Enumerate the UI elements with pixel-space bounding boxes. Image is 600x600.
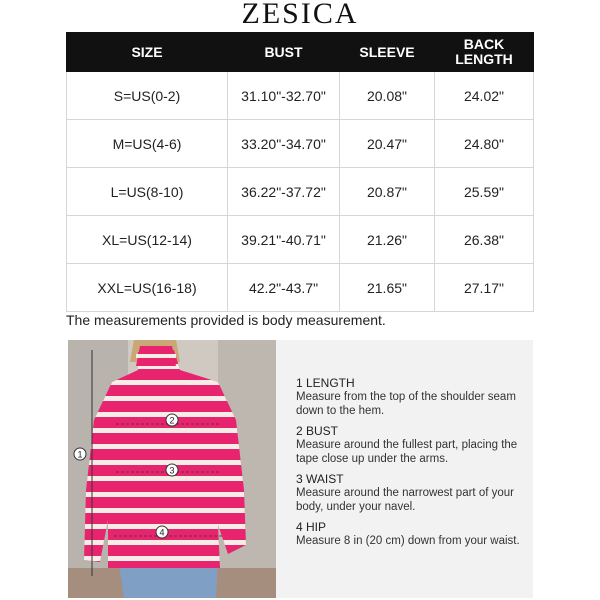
guide-step-length [296,376,528,418]
step-description: Measure around the narrowest part of your body, under your navel. [296,487,514,513]
header-back-length: BACK LENGTH [435,33,534,72]
model-photo [68,340,276,598]
step-title: 1 LENGTH [296,376,355,390]
svg-text:4: 4 [159,527,165,538]
cell-back-length: 24.02" [435,72,534,120]
cell-size: S=US(0-2) [67,72,228,120]
header-bust: BUST [228,33,340,72]
cell-size: XL=US(12-14) [67,216,228,264]
cell-sleeve: 21.26" [340,216,435,264]
cell-back-length: 25.59" [435,168,534,216]
step-title: 3 WAIST [296,472,344,486]
size-chart-table [66,32,534,312]
cell-bust: 39.21"-40.71" [228,216,340,264]
cell-sleeve: 20.08" [340,72,435,120]
table-row [67,120,534,168]
cell-bust: 42.2"-43.7" [228,264,340,312]
marker-4 [156,526,168,538]
step-description: Measure from the top of the shoulder seam down to the hem. [296,391,516,417]
guide-step-waist [296,472,528,514]
guide-step-bust [296,424,528,466]
table-row [67,72,534,120]
marker-1 [74,448,86,460]
cell-sleeve: 20.47" [340,120,435,168]
cell-size: XXL=US(16-18) [67,264,228,312]
measurement-note: The measurements provided is body measurement. [66,312,386,328]
header-sleeve: SLEEVE [340,33,435,72]
svg-text:3: 3 [169,465,175,476]
cell-bust: 31.10"-32.70" [228,72,340,120]
svg-text:1: 1 [77,449,83,460]
marker-2 [166,414,178,426]
cell-size: L=US(8-10) [67,168,228,216]
step-title: 4 HIP [296,520,327,534]
step-title: 2 BUST [296,424,339,438]
cell-sleeve: 21.65" [340,264,435,312]
cell-bust: 36.22"-37.72" [228,168,340,216]
measurement-guide-panel [276,340,533,598]
cell-size: M=US(4-6) [67,120,228,168]
header-size: SIZE [67,33,228,72]
cell-back-length: 24.80" [435,120,534,168]
brand-logo: ZESICA [241,0,359,30]
table-row [67,168,534,216]
table-header-row [67,33,534,72]
step-description: Measure 8 in (20 cm) down from your waist. [296,535,520,547]
table-row [67,216,534,264]
table-row [67,264,534,312]
sweater-illustration [68,340,276,598]
marker-3 [166,464,178,476]
guide-step-hip [296,520,528,548]
cell-back-length: 27.17" [435,264,534,312]
cell-bust: 33.20"-34.70" [228,120,340,168]
cell-back-length: 26.38" [435,216,534,264]
cell-sleeve: 20.87" [340,168,435,216]
svg-text:2: 2 [169,415,175,426]
step-description: Measure around the fullest part, placing the tape close up under the arms. [296,439,518,465]
